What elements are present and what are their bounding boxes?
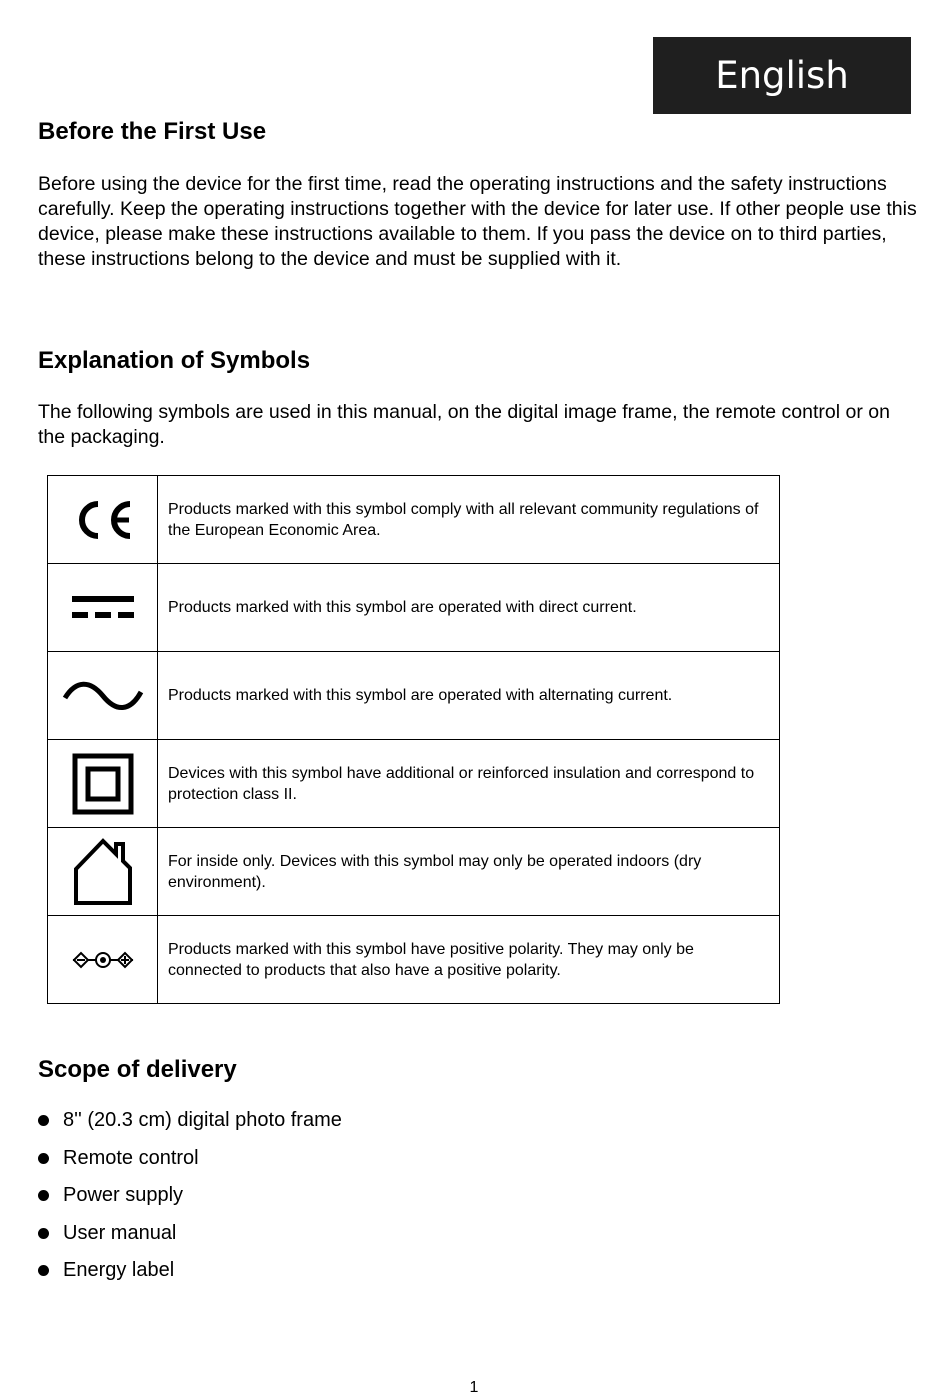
bullet-icon — [38, 1190, 49, 1201]
symbols-table — [47, 475, 780, 1004]
symbol-row — [48, 740, 780, 828]
ce-mark-icon — [70, 498, 136, 542]
symbol-description: Products marked with this symbol are operated with alternating current. — [158, 652, 780, 740]
list-item: 8'' (20.3 cm) digital photo frame — [38, 1108, 342, 1146]
page-number: 1 — [469, 1379, 479, 1396]
direct-current-icon — [71, 594, 135, 622]
scope-heading: Scope of delivery — [38, 1056, 237, 1083]
symbol-row — [48, 916, 780, 1004]
bullet-icon — [38, 1153, 49, 1164]
symbol-description: Products marked with this symbol are operated with direct current. — [158, 564, 780, 652]
symbol-row — [48, 476, 780, 564]
indoor-house-icon — [72, 837, 134, 907]
protection-class-ii-icon — [72, 753, 134, 815]
bullet-icon — [38, 1265, 49, 1276]
symbol-row — [48, 564, 780, 652]
symbol-description: Products marked with this symbol have positive polarity. They may only be connected to products that also have a positive polarity. — [158, 916, 780, 1004]
symbol-description: For inside only. Devices with this symbol may only be operated indoors (dry environment). — [158, 828, 780, 916]
list-item: Remote control — [38, 1146, 342, 1184]
symbol-description: Devices with this symbol have additional or reinforced insulation and correspond to protection class II. — [158, 740, 780, 828]
symbol-row — [48, 828, 780, 916]
symbol-row — [48, 652, 780, 740]
before-first-use-text: Before using the device for the first time, read the operating instructions and the safety instructions carefully. Keep the operating instructions together with the device for later use. If other people use this device, please make these instructions available to them. If you pass the device on to third parties, these instructions belong to the device and must be supplied with it. — [38, 173, 917, 270]
bullet-icon — [38, 1115, 49, 1126]
symbols-intro-text: The following symbols are used in this manual, on the digital image frame, the remote control or on the packaging. — [38, 401, 890, 448]
alternating-current-icon — [62, 678, 144, 714]
bullet-icon — [38, 1228, 49, 1239]
before-first-use-heading: Before the First Use — [38, 118, 267, 145]
scope-list — [38, 1108, 342, 1296]
list-item: User manual — [38, 1221, 342, 1259]
symbol-description: Products marked with this symbol comply with all relevant community regulations of the European Economic Area. — [158, 476, 780, 564]
list-item: Power supply — [38, 1183, 342, 1221]
symbols-heading: Explanation of Symbols — [38, 347, 311, 374]
list-item: Energy label — [38, 1258, 342, 1296]
language-tab: English — [653, 37, 911, 114]
positive-polarity-icon — [71, 948, 135, 972]
